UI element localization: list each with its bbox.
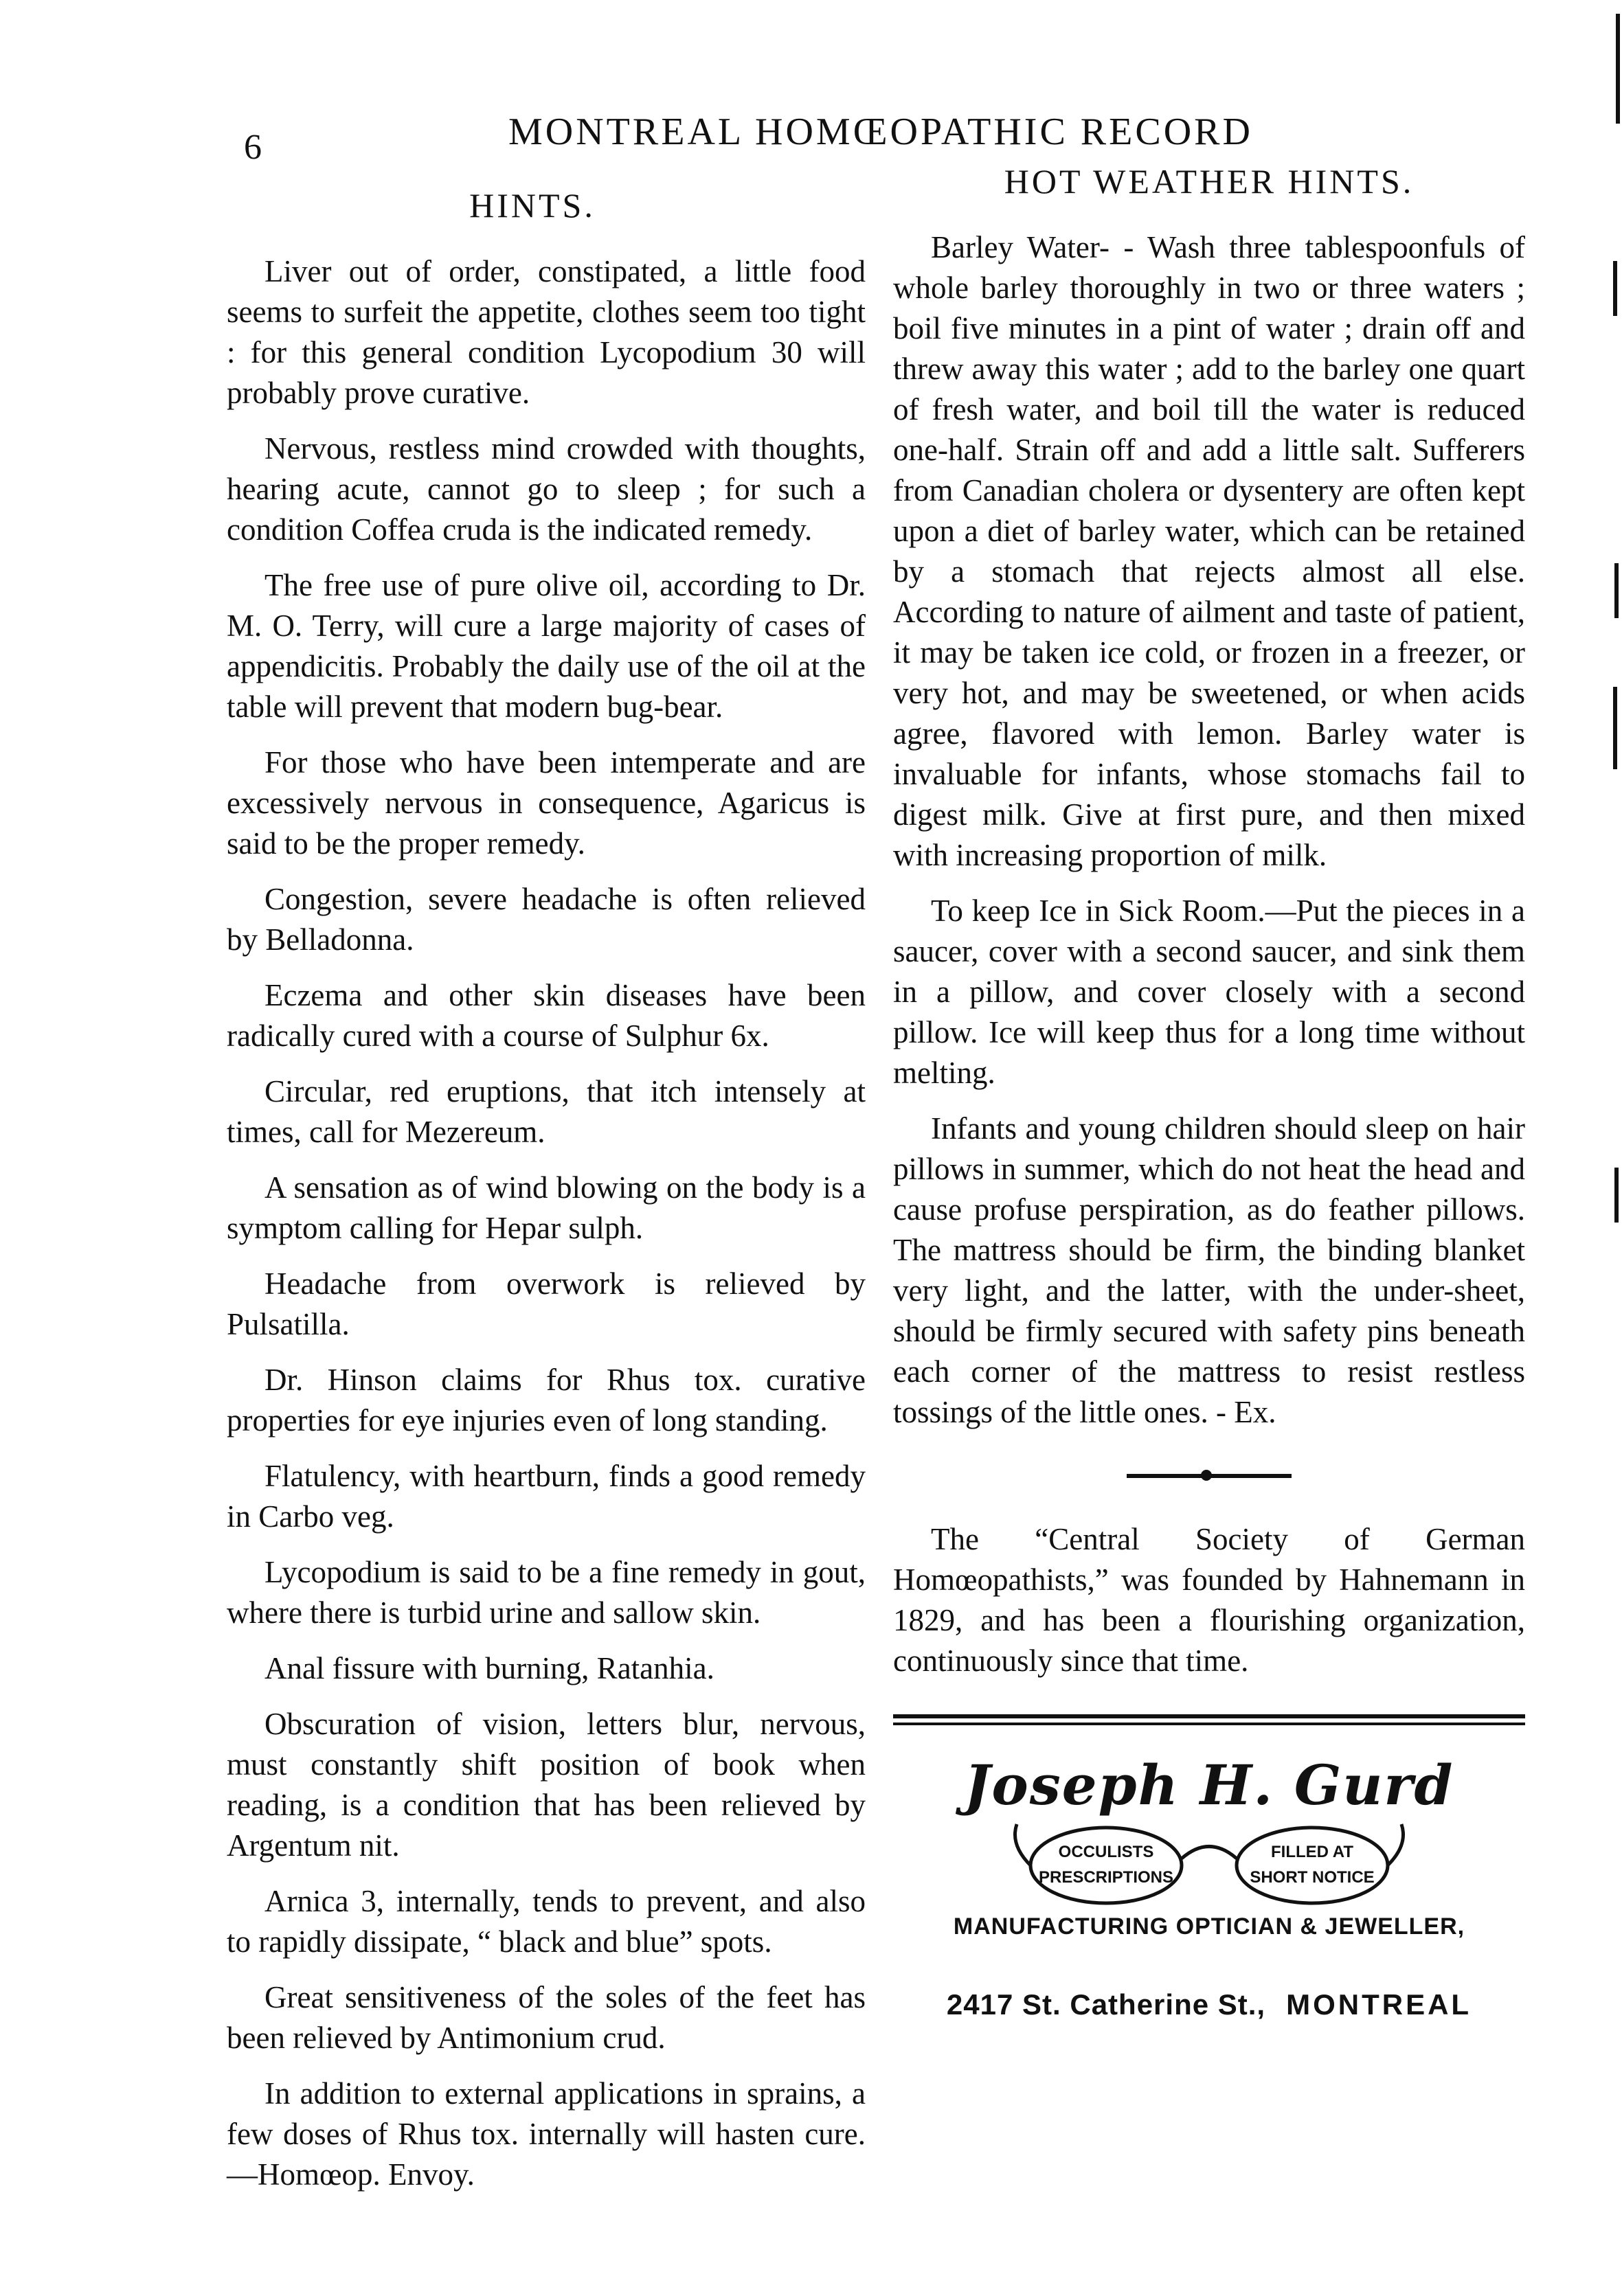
hot-weather-paragraph: To keep Ice in Sick Room.—Put the pieces in a saucer, cover with a second saucer, and sink them in a pillow, and cover closely with a second pillow. Ice will keep thus for a long time without melting. bbox=[893, 894, 1525, 1090]
ornamental-divider bbox=[1127, 1474, 1292, 1478]
advertiser-name: Joseph H. Gurd bbox=[964, 1753, 1454, 1817]
hint-paragraph: Circular, red eruptions, that itch intensely at times, call for Mezereum. bbox=[227, 1074, 866, 1149]
hint-paragraph: Dr. Hinson claims for Rhus tox. curative properties for eye injuries even of long standing. bbox=[227, 1363, 866, 1437]
advertiser-trade: MANUFACTURING OPTICIAN & JEWELLER, bbox=[953, 1913, 1465, 1940]
hint-paragraph: Lycopodium is said to be a fine remedy in gout, where there is turbid urine and sallow skin. bbox=[227, 1555, 866, 1630]
running-head: MONTREAL HOMŒOPATHIC RECORD bbox=[508, 111, 1253, 153]
hint-paragraph: A sensation as of wind blowing on the body is a symptom calling for Hepar sulph. bbox=[227, 1170, 866, 1245]
hints-title: HINTS. bbox=[469, 186, 596, 225]
hint-paragraph: Nervous, restless mind crowded with thoughts, hearing acute, cannot go to sleep ; for such a condition Coffea cruda is the indicated remedy. bbox=[227, 431, 866, 547]
right-lens-line-1: FILLED AT bbox=[1271, 1843, 1353, 1861]
left-column bbox=[227, 185, 866, 2210]
hint-paragraph: For those who have been intemperate and are excessively nervous in consequence, Agaricus is said to be the proper remedy. bbox=[227, 745, 866, 861]
double-rule bbox=[893, 1714, 1525, 1725]
society-notice: The “Central Society of German Homœopathists,” was founded by Hahnemann in 1829, and has been a flourishing organization, continuously since that time. bbox=[893, 1522, 1525, 1678]
optician-advertisement bbox=[893, 1753, 1525, 2021]
hint-paragraph: Anal fissure with burning, Ratanhia. bbox=[264, 1651, 714, 1685]
spectacles-logo bbox=[996, 1817, 1422, 1907]
left-lens-line-2: PRESCRIPTIONS bbox=[1038, 1868, 1174, 1887]
hot-weather-hints-title: HOT WEATHER HINTS. bbox=[1004, 162, 1415, 201]
hint-paragraph: Flatulency, with heartburn, finds a good remedy in Carbo veg. bbox=[227, 1459, 866, 1534]
hint-paragraph: The free use of pure olive oil, according to Dr. M. O. Terry, will cure a large majority of cases of appendicitis. Probably the daily use of the oil at the table will prevent that modern bug-bear. bbox=[227, 568, 866, 724]
hot-weather-paragraph: Infants and young children should sleep on hair pillows in summer, which do not heat the head and cause profuse perspiration, as do feather pillows. The mattress should be firm, the binding blanket very light, and the latter, with the under-sheet, should be firmly secured with safety pins beneath each corner of the mattress to resist restless tossings of the little ones. - Ex. bbox=[893, 1111, 1525, 1429]
hint-paragraph: Eczema and other skin diseases have been radically cured with a course of Sulphur 6x. bbox=[227, 978, 866, 1053]
right-lens-line-2: SHORT NOTICE bbox=[1250, 1868, 1375, 1887]
hint-paragraph: Arnica 3, internally, tends to prevent, and also to rapidly dissipate, “ black and blue” spots. bbox=[227, 1884, 866, 1959]
page-number: 6 bbox=[244, 128, 262, 167]
hint-paragraph: Congestion, severe headache is often relieved by Belladonna. bbox=[227, 882, 866, 957]
hint-paragraph: Great sensitiveness of the soles of the feet has been relieved by Antimonium crud. bbox=[227, 1980, 866, 2055]
advertiser-street: 2417 St. Catherine St., bbox=[946, 1988, 1266, 2021]
hint-paragraph: Liver out of order, constipated, a little food seems to surfeit the appetite, clothes seem too tight : for this general condition Lycopodium 30 will probably prove curative. bbox=[227, 254, 866, 410]
advertiser-address bbox=[893, 1988, 1525, 2021]
right-column bbox=[893, 161, 1525, 2021]
hint-paragraph: In addition to external applications in sprains, a few doses of Rhus tox. internally will hasten cure.—Homœop. Envoy. bbox=[227, 2076, 866, 2192]
left-lens-line-1: OCCULISTS bbox=[1058, 1843, 1154, 1861]
hot-weather-paragraph: Barley Water- - Wash three tablespoonfuls of whole barley thoroughly in two or three waters ; boil five minutes in a pint of water ; drain off and threw away this water ; add to the barley one quart of fresh water, and boil till the water is reduced one-half. Strain off and add a little salt. Sufferers from Canadian cholera or dysentery are often kept upon a diet of barley water, which can be retained by a stomach that rejects almost all else. According to nature of ailment and taste of patient, it may be taken ice cold, or frozen in a freezer, or very hot, and may be sweetened, or when acids agree, flavored with lemon. Barley water is invaluable for infants, whose stomachs fail to digest milk. Give at first pure, and then mixed with increasing proportion of milk. bbox=[893, 230, 1525, 872]
binding-edge-marks bbox=[1608, 0, 1622, 1374]
hint-paragraph: Headache from overwork is relieved by Pulsatilla. bbox=[227, 1266, 866, 1341]
hint-paragraph: Obscuration of vision, letters blur, nervous, must constantly shift position of book when reading, is a condition that has been relieved by Argentum nit. bbox=[227, 1707, 866, 1863]
advertiser-city: MONTREAL bbox=[1286, 1988, 1472, 2021]
